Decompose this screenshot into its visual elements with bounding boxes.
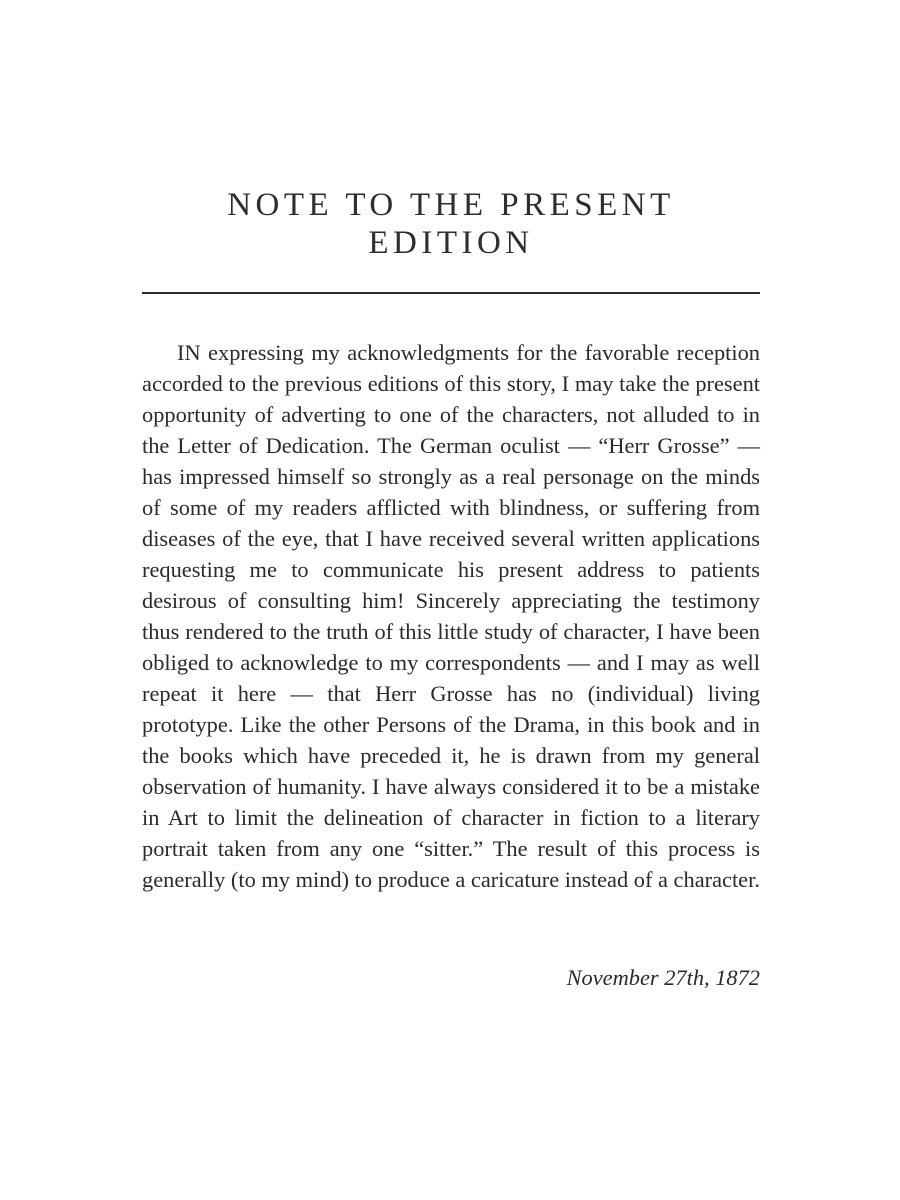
page-title [142,186,760,262]
title-divider [142,292,760,294]
note-date: November 27th, 1872 [566,965,760,990]
title-line-1: NOTE TO THE PRESENT [227,187,675,223]
title-line-2: EDITION [368,225,534,261]
note-paragraph: IN expressing my acknowledgments for the favorable reception accorded to the previous editions of this story, I may take the present opportunity of adverting to one of the characters, not alluded to in the Letter of Dedication. The German oculist — “Herr Grosse” — has impressed himself so strongly as a real personage on the minds of some of my readers afflicted with blindness, or suffering from diseases of the eye, that I have received several written applications requesting me to communicate his present address to patients desirous of consulting him! Sincerely appreciating the testimony thus rendered to the truth of this little study of character, I have been obliged to acknowledge to my correspondents — and I may as well repeat it here — that Herr Grosse has no (individual) living prototype. Like the other Persons of the Drama, in this book and in the books which have preceded it, he is drawn from my general observation of humanity. I have always considered it to be a mistake in Art to limit the delineation of character in fiction to a literary portrait taken from any one “sitter.” The result of this process is generally (to my mind) to produce a caricature instead of a character. [142,340,760,892]
